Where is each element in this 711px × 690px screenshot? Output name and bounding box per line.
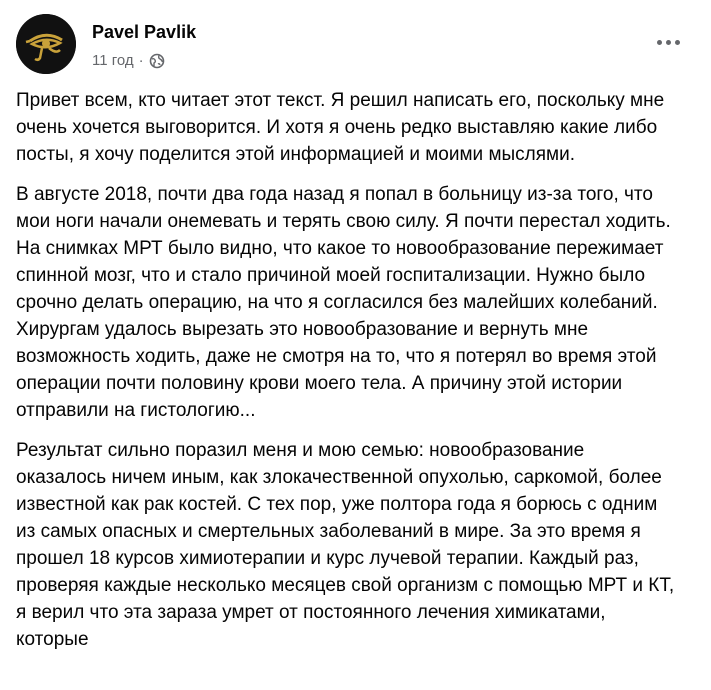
more-options-button[interactable] — [650, 24, 686, 60]
more-horizontal-icon — [657, 40, 680, 45]
post-paragraph-2: В августе 2018, почти два года назад я попал в больницу из-за того, что мои ноги начали онемевать и терять свою силу. Я почти перестал ходить. На снимках МРТ было видно, что какое то новообразование пережимает спинной мозг, что и стало причиной моей госпитализации. Нужно было срочно делать операцию, на что я согласился без малейших колебаний. Хирургам удалось вырезать это новообразование и вернуть мне возможность ходить, даже не смотря на то, что я потерял во время этой операции почти половину крови моего тела. А причину этой истории отправили на гистологию... — [16, 184, 671, 421]
post-timestamp[interactable]: 11 год — [92, 52, 134, 69]
post-paragraph-1: Привет всем, кто читает этот текст. Я решил написать его, поскольку мне очень хочется выговорится. И хотя я очень редко выставляю какие либо посты, я хочу поделится этой информацией и моими мыслями. — [16, 90, 665, 165]
author-name[interactable]: Pavel Pavlik — [92, 22, 197, 42]
avatar[interactable] — [16, 14, 76, 74]
eye-of-horus-logo — [16, 14, 76, 74]
post-header — [16, 14, 696, 74]
post-paragraph-3: Результат сильно поразил меня и мою семью: новообразование оказалось ничем иным, как злокачественной опухолью, саркомой, более известной как рак костей. С тех пор, уже полтора года я борюсь с одним из самых опасных и смертельных заболеваний в мире. За это время я прошел 18 курсов химиотерапии и курс лучевой терапии. Каждый раз, проверяя каждые несколько месяцев свой организм с помощью МРТ и КТ, я верил что эта зараза умрет от постоянного лечения химикатами, которые — [16, 440, 675, 650]
post-content — [16, 87, 676, 666]
post-meta — [92, 52, 165, 69]
meta-separator: · — [138, 52, 144, 69]
globe-icon[interactable] — [149, 53, 165, 69]
